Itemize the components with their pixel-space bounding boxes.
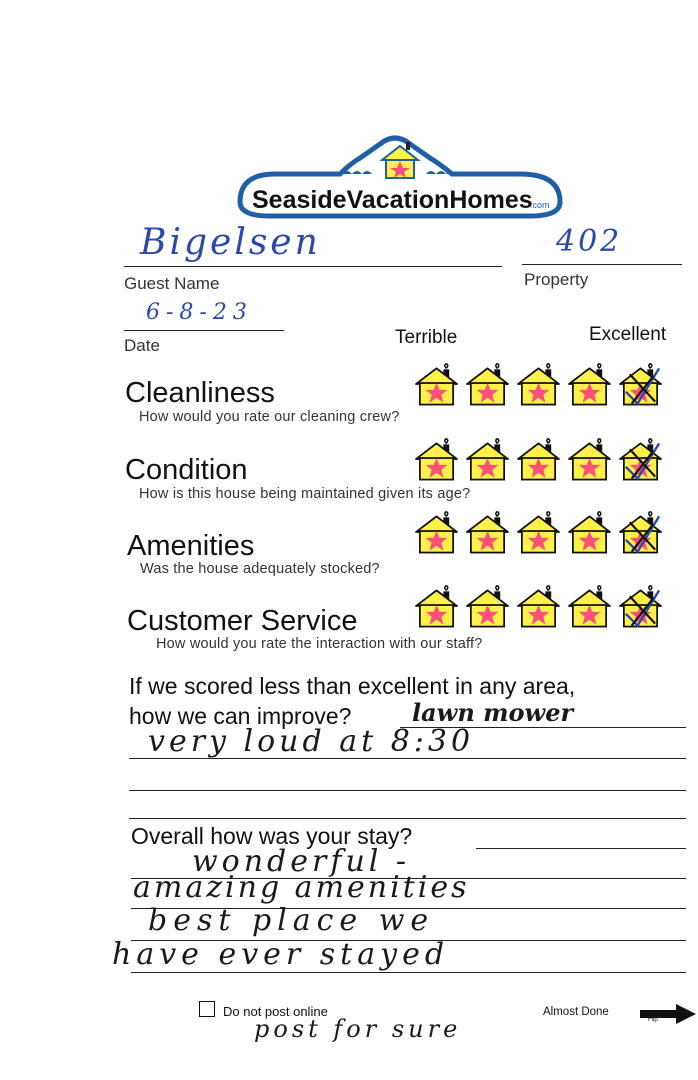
rating-house-4-icon[interactable]: [567, 510, 612, 556]
improve-prompt-line1: If we scored less than excellent in any area,: [129, 673, 576, 699]
rating-house-3-icon[interactable]: [516, 437, 561, 483]
do-not-post-label: Do not post online: [223, 1004, 328, 1019]
guest-name-label: Guest Name: [124, 274, 220, 293]
overall-answer-line4: have ever stayed: [112, 937, 450, 972]
property-value: 402: [556, 224, 623, 259]
rating-house-1-icon[interactable]: [414, 437, 459, 483]
rating-house-3-icon[interactable]: [516, 510, 561, 556]
overall-answer-line1: wonderful -: [192, 844, 411, 879]
category-title-amenities: Amenities: [127, 530, 255, 562]
rating-house-1-icon[interactable]: [414, 510, 459, 556]
overall-answer-line3: best place we: [148, 903, 435, 938]
category-title-customer-service: Customer Service: [127, 605, 358, 637]
rating-house-4-icon[interactable]: [567, 584, 612, 630]
date-label: Date: [124, 336, 160, 355]
category-question-cleanliness: How would you rate our cleaning crew?: [139, 409, 400, 425]
rating-house-4-icon[interactable]: [567, 437, 612, 483]
rating-house-2-icon[interactable]: [465, 510, 510, 556]
date-line: [124, 330, 284, 331]
date-value: 6-8-23: [146, 300, 253, 325]
rating-houses-customer-service: [414, 584, 663, 630]
category-question-condition: How is this house being maintained given its age?: [139, 486, 471, 502]
flip-label: Flip: [648, 1017, 658, 1023]
brand-name: SeasideVacationHomes: [252, 186, 533, 214]
rating-house-2-icon[interactable]: [465, 362, 510, 408]
rating-houses-cleanliness: [414, 362, 663, 408]
almost-done-label: Almost Done: [543, 1006, 609, 1018]
overall-line-0: [476, 848, 686, 849]
improve-answer-line2: very loud at 8:30: [148, 724, 475, 759]
rating-house-1-icon[interactable]: [414, 584, 459, 630]
property-line: [522, 264, 682, 265]
scale-excellent-label: Excellent: [589, 324, 667, 345]
rating-house-5-icon[interactable]: [618, 510, 663, 556]
guest-name-value: Bigelsen: [140, 222, 321, 263]
rating-house-5-icon[interactable]: [618, 584, 663, 630]
rating-house-3-icon[interactable]: [516, 362, 561, 408]
scale-terrible-label: Terrible: [395, 327, 458, 348]
property-label: Property: [524, 270, 589, 289]
brand-logo: [230, 124, 570, 224]
do-not-post-checkbox[interactable]: [199, 1001, 215, 1017]
category-title-cleanliness: Cleanliness: [125, 377, 275, 409]
rating-house-5-icon[interactable]: [618, 362, 663, 408]
rating-house-2-icon[interactable]: [465, 584, 510, 630]
improve-line-4: [129, 818, 686, 819]
rating-house-4-icon[interactable]: [567, 362, 612, 408]
rating-house-5-icon[interactable]: [618, 437, 663, 483]
improve-line-3: [129, 790, 686, 791]
improve-line-2: [129, 758, 686, 759]
overall-answer-line2: amazing amenities: [133, 870, 470, 905]
rating-house-3-icon[interactable]: [516, 584, 561, 630]
improve-prompt-line2: how we can improve?: [129, 703, 352, 729]
rating-houses-condition: [414, 437, 663, 483]
category-title-condition: Condition: [125, 454, 248, 486]
guest-name-line: [124, 266, 502, 267]
overall-line-4: [131, 972, 686, 973]
footer-note: post for sure: [254, 1015, 462, 1043]
overall-prompt: Overall how was your stay?: [131, 823, 413, 849]
rating-house-2-icon[interactable]: [465, 437, 510, 483]
category-question-amenities: Was the house adequately stocked?: [140, 561, 380, 577]
rating-house-1-icon[interactable]: [414, 362, 459, 408]
brand-suffix: .com: [530, 200, 550, 210]
rating-houses-amenities: [414, 510, 663, 556]
improve-answer-line1: lawn mower: [412, 698, 574, 727]
category-question-customer-service: How would you rate the interaction with our staff?: [156, 636, 483, 652]
